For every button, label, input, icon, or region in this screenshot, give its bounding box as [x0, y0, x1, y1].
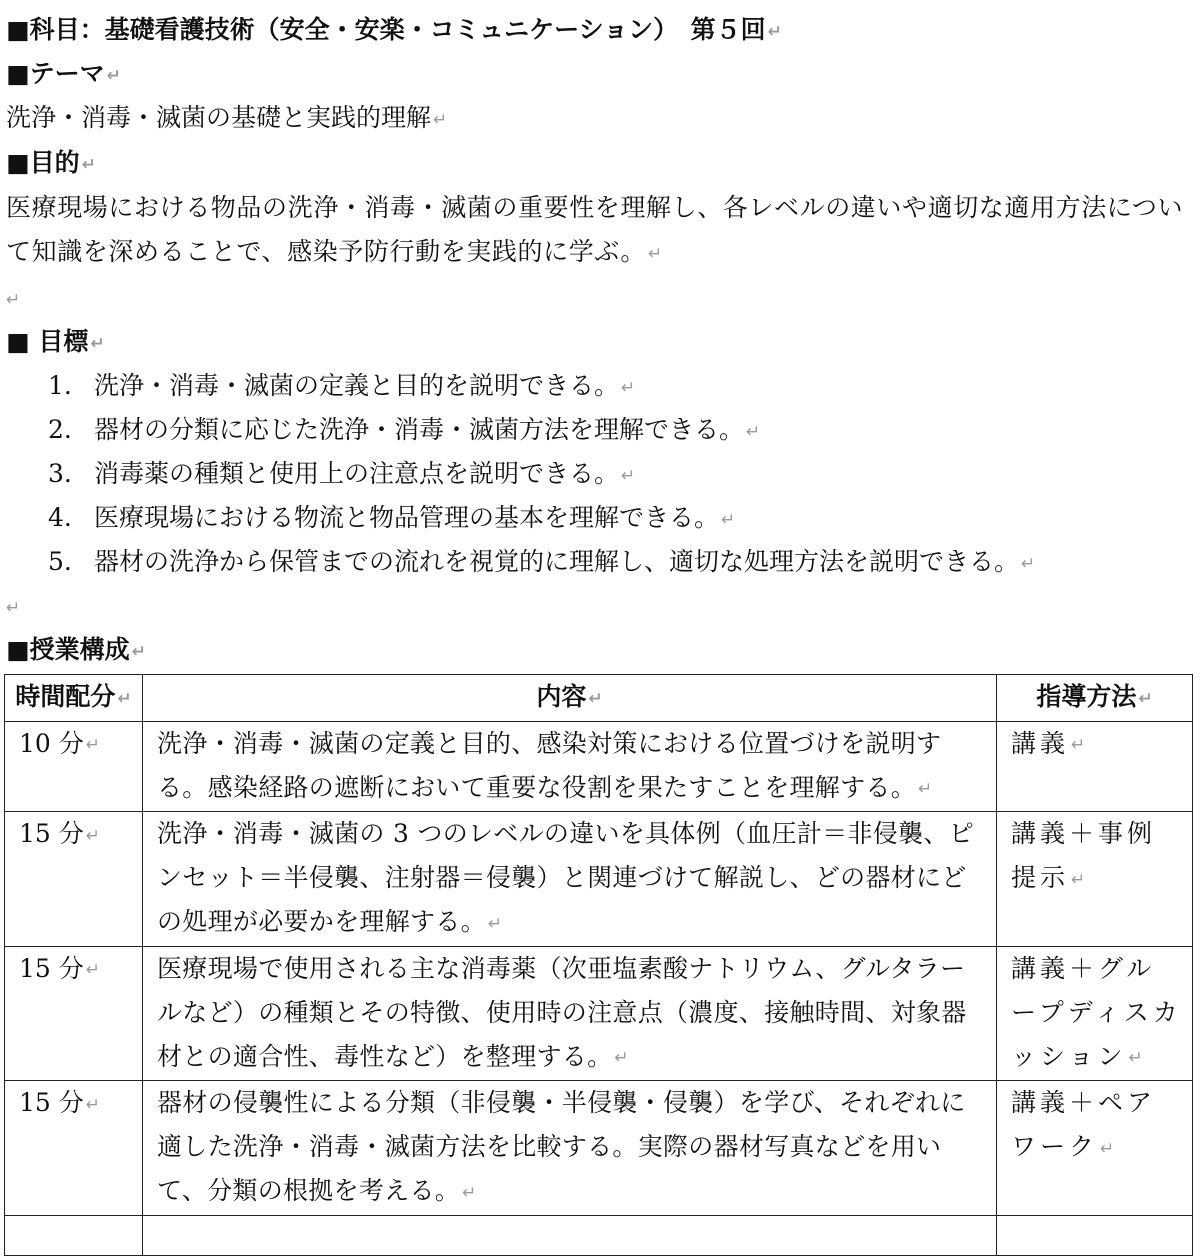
paragraph-mark-icon — [768, 22, 782, 42]
cell-mark-icon — [918, 779, 933, 799]
cell-mark-icon — [1100, 1139, 1118, 1159]
content-cell — [143, 946, 997, 1081]
paragraph-mark-icon — [6, 598, 20, 618]
cell-mark-icon — [462, 1183, 477, 1203]
column-header-time — [5, 675, 143, 722]
purpose-heading-text: ■目的 — [6, 148, 80, 177]
cell-mark-icon — [614, 1048, 629, 1068]
list-item — [48, 496, 735, 542]
content-text: 医療現場で使用される主な消毒薬（次亜塩素酸ナトリウム、グルタラールなど）の種類とその特徴、使用時の注意点（濃度、接触時間、対象器材との適合性、毒性など）を整理する。 — [157, 953, 967, 1071]
goals-heading — [6, 320, 105, 366]
content-text: 器材の侵襲性による分類（非侵襲・半侵襲・侵襲）を学び、それぞれに適した洗浄・消毒・滅菌方法を比較する。実際の器材写真などを用いて、分類の根拠を考える。 — [157, 1088, 966, 1205]
cell-mark-icon — [1129, 1048, 1147, 1068]
method-text: 講義 — [1011, 728, 1070, 758]
cell-mark-icon — [86, 826, 100, 846]
list-text: 器材の分類に応じた洗浄・消毒・滅菌方法を理解できる。 — [94, 415, 745, 444]
purpose-body-text: 医療現場における物品の洗浄・消毒・滅菌の重要性を理解し、各レベルの違いや適切な適用方法について知識を深めることで、感染予防行動を実践的に学ぶ。 — [6, 193, 1184, 266]
content-cell — [143, 721, 997, 812]
list-item — [48, 364, 635, 410]
time-text: 15 分 — [19, 953, 84, 983]
time-text: 15 分 — [19, 1088, 84, 1117]
content-cell — [143, 812, 997, 947]
theme-heading-text: ■テーマ — [6, 59, 105, 88]
list-number: 4. — [48, 503, 72, 532]
list-item — [48, 540, 1035, 586]
method-cell — [997, 946, 1193, 1081]
table-row — [5, 946, 1193, 1081]
cell-mark-icon — [86, 960, 100, 980]
column-header-method — [997, 675, 1193, 722]
cell-mark-icon — [117, 689, 131, 709]
empty-paragraph — [6, 276, 20, 322]
content-text: 洗浄・消毒・滅菌の 3 つのレベルの違いを具体例（血圧計＝非侵襲、ピンセット＝半侵襲、注射器＝侵襲）と関連づけて解説し、どの器材にどの処理が必要かを理解する。 — [157, 819, 975, 936]
paragraph-mark-icon — [621, 378, 635, 398]
subject-heading — [6, 8, 782, 54]
list-item — [48, 452, 635, 498]
goals-heading-text: ■ 目標 — [6, 327, 89, 356]
paragraph-mark-icon — [721, 510, 735, 530]
column-header-text: 指導方法 — [1036, 682, 1137, 711]
list-item — [48, 408, 760, 454]
list-text: 器材の洗浄から保管までの流れを視覚的に理解し、適切な処理方法を説明できる。 — [94, 547, 1020, 576]
table-row — [5, 812, 1193, 947]
time-text: 15 分 — [19, 819, 84, 848]
method-text: 講義＋グループディスカッション — [1011, 953, 1182, 1071]
method-cell — [997, 1215, 1193, 1255]
method-text: 講義＋ペアワーク — [1011, 1088, 1157, 1161]
time-text: 10 分 — [19, 728, 84, 758]
list-number: 3. — [48, 459, 72, 488]
time-cell — [5, 721, 143, 812]
paragraph-mark-icon — [82, 155, 96, 175]
time-cell — [5, 1215, 143, 1255]
content-cell — [143, 1081, 997, 1216]
paragraph-mark-icon — [6, 290, 20, 310]
cell-mark-icon — [1138, 689, 1152, 709]
lesson-heading — [6, 628, 146, 674]
list-number: 2. — [48, 415, 72, 444]
purpose-paragraph — [6, 186, 1196, 276]
table-row-partial — [5, 1215, 1193, 1255]
column-header-text: 時間配分 — [15, 682, 116, 711]
time-cell — [5, 812, 143, 947]
content-cell — [143, 1215, 997, 1255]
column-header-text: 内容 — [536, 682, 587, 711]
purpose-heading — [6, 141, 96, 187]
method-cell — [997, 1081, 1193, 1216]
lesson-table — [4, 674, 1193, 1256]
paragraph-mark-icon — [621, 466, 635, 486]
paragraph-mark-icon — [433, 110, 447, 130]
paragraph-mark-icon — [746, 422, 760, 442]
list-number: 5. — [48, 547, 72, 576]
table-row — [5, 1081, 1193, 1216]
cell-mark-icon — [488, 914, 503, 934]
list-number: 1. — [48, 371, 72, 400]
paragraph-mark-icon — [132, 642, 146, 662]
list-text: 医療現場における物流と物品管理の基本を理解できる。 — [94, 503, 720, 532]
method-cell — [997, 812, 1193, 947]
paragraph-mark-icon — [1021, 554, 1035, 574]
cell-mark-icon — [1071, 870, 1089, 890]
paragraph-mark-icon — [107, 66, 121, 86]
list-text: 洗浄・消毒・滅菌の定義と目的を説明できる。 — [94, 371, 620, 400]
theme-body-text: 洗浄・消毒・滅菌の基礎と実践的理解 — [6, 103, 432, 132]
cell-mark-icon — [1071, 735, 1089, 755]
method-cell — [997, 721, 1193, 812]
empty-paragraph — [6, 584, 20, 630]
cell-mark-icon — [588, 689, 602, 709]
cell-mark-icon — [86, 735, 100, 755]
content-text: 洗浄・消毒・滅菌の定義と目的、感染対策における位置づけを説明する。感染経路の遮断において重要な役割を果たすことを理解する。 — [157, 728, 942, 802]
cell-mark-icon — [86, 1095, 100, 1115]
subject-text: ■科目：基礎看護技術（安全・安楽・コミュニケーション） 第５回 — [6, 15, 766, 44]
time-cell — [5, 946, 143, 1081]
time-cell — [5, 1081, 143, 1216]
table-header-row — [5, 675, 1193, 722]
paragraph-mark-icon — [648, 244, 663, 264]
list-text: 消毒薬の種類と使用上の注意点を説明できる。 — [94, 459, 620, 488]
theme-text — [6, 96, 447, 142]
lesson-heading-text: ■授業構成 — [6, 635, 130, 664]
column-header-content — [143, 675, 997, 722]
paragraph-mark-icon — [90, 334, 104, 354]
theme-heading — [6, 52, 121, 98]
method-text: 講義＋事例提示 — [1011, 819, 1157, 892]
table-row — [5, 721, 1193, 812]
